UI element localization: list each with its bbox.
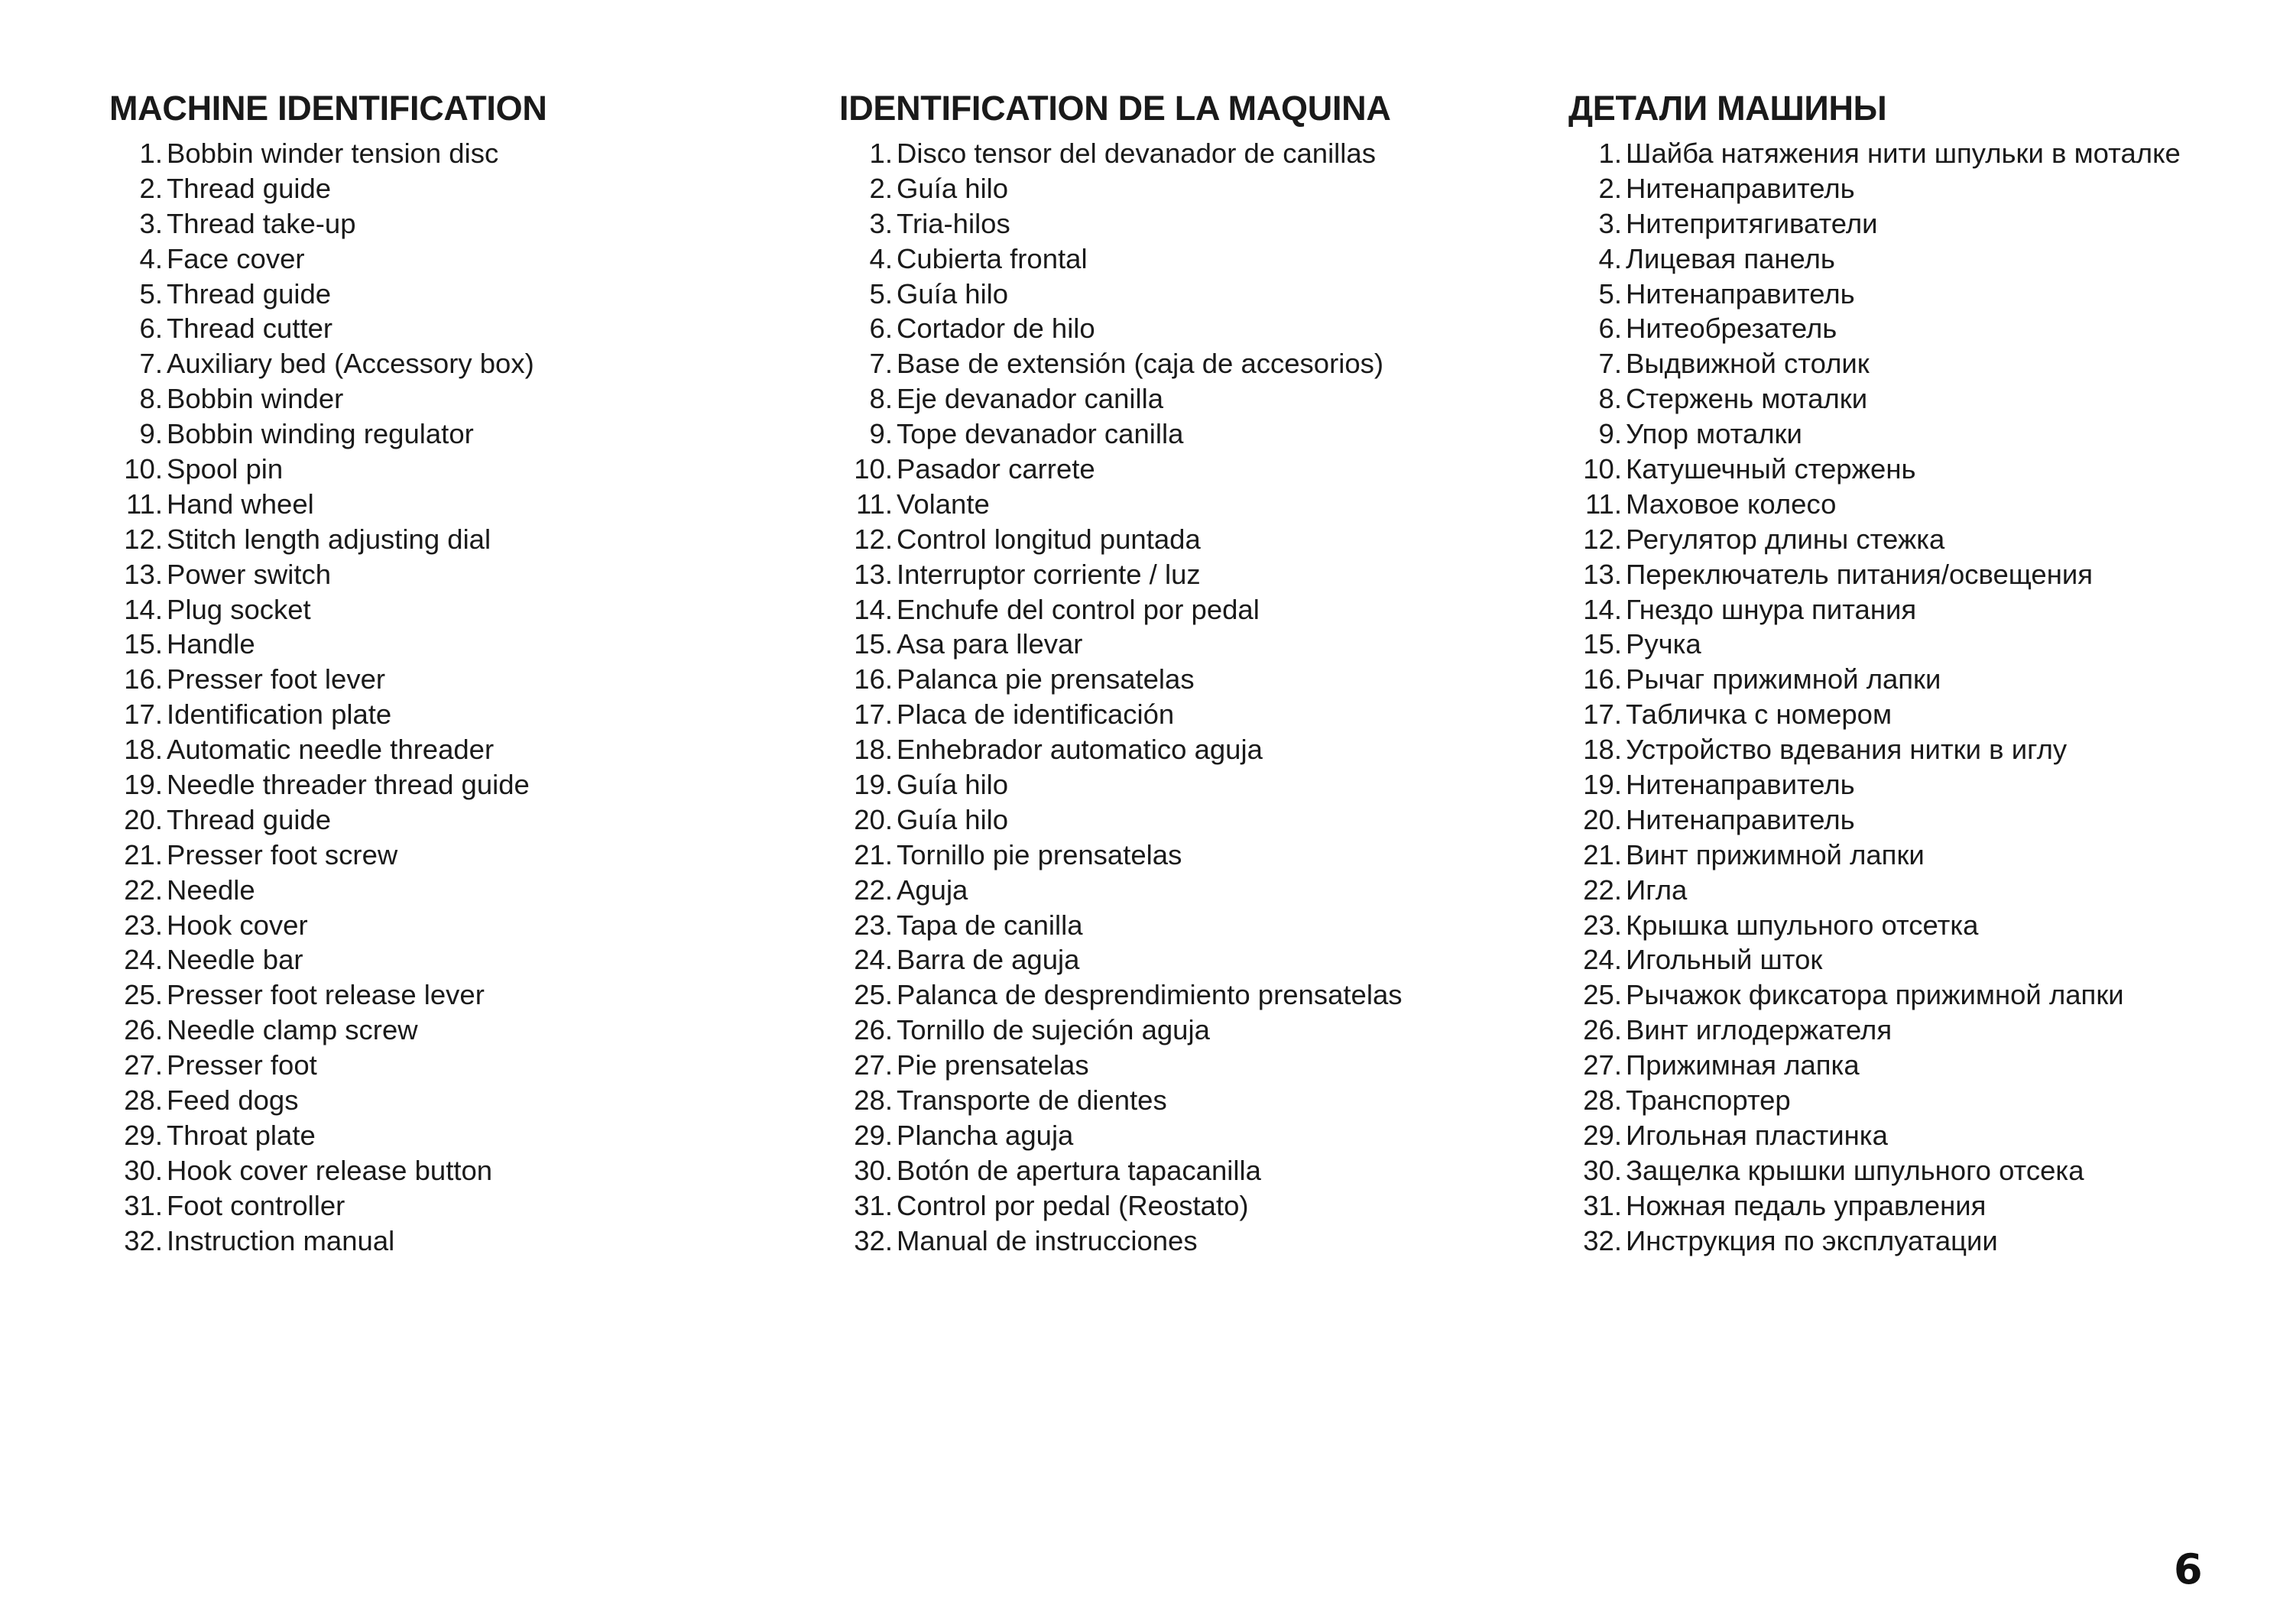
item-number: 27. [124, 1049, 163, 1081]
list-item [839, 1118, 1403, 1153]
item-number: 16. [1583, 663, 1622, 695]
list-item [839, 592, 1403, 627]
item-label: Bobbin winder tension disc [167, 138, 499, 169]
item-label: Выдвижной столик [1626, 348, 1870, 380]
item-label: Presser foot lever [167, 663, 386, 695]
list-item [109, 171, 547, 206]
item-label: Volante [897, 488, 990, 520]
item-number: 11. [855, 488, 893, 520]
item-label: Control longitud puntada [897, 523, 1201, 555]
item-label: Tope devanador canilla [897, 418, 1184, 450]
column-heading-english: MACHINE IDENTIFICATION [109, 89, 547, 128]
item-number: 2. [869, 172, 893, 204]
list-item [109, 522, 547, 557]
list-item [109, 206, 547, 241]
item-label: Plug socket [167, 593, 311, 625]
item-label: Aguja [897, 874, 968, 906]
list-item [109, 908, 547, 943]
item-number: 8. [139, 383, 163, 415]
item-number: 6. [869, 313, 893, 345]
list-item [1568, 381, 2181, 417]
item-label: Identification plate [167, 699, 392, 731]
item-number: 22. [854, 874, 893, 906]
item-number: 11. [125, 488, 163, 520]
list-item [109, 1048, 547, 1083]
item-number: 19. [854, 769, 893, 801]
item-number: 24. [854, 944, 893, 976]
item-number: 22. [124, 874, 163, 906]
list-item [1568, 241, 2181, 277]
item-label: Защелка крышки шпульного отсека [1626, 1154, 2084, 1186]
item-label: Face cover [167, 242, 305, 274]
item-number: 20. [854, 803, 893, 835]
list-item [839, 697, 1403, 732]
item-number: 19. [1583, 769, 1622, 801]
list-item [839, 557, 1403, 592]
item-label: Botón de apertura tapacanilla [897, 1154, 1261, 1186]
item-label: Нитенаправитель [1626, 172, 1855, 204]
list-item [1568, 311, 2181, 346]
column-spanish [839, 86, 1403, 1259]
item-number: 11. [1584, 488, 1622, 520]
list-item [1568, 838, 2181, 873]
list-item [1568, 1118, 2181, 1153]
item-number: 27. [1583, 1049, 1622, 1081]
list-item [1568, 697, 2181, 732]
list-item [839, 767, 1403, 802]
item-number: 3. [1598, 207, 1622, 239]
item-label: Переключатель питания/освещения [1626, 558, 2094, 590]
item-label: Нитепритягиватели [1626, 207, 1878, 239]
item-number: 28. [854, 1084, 893, 1117]
item-number: 17. [124, 699, 163, 731]
item-label: Рычажок фиксатора прижимной лапки [1626, 979, 2124, 1011]
list-item [839, 522, 1403, 557]
list-item [839, 942, 1403, 977]
list-item [109, 1153, 547, 1188]
item-label: Винт прижимной лапки [1626, 838, 1925, 870]
item-number: 12. [1583, 523, 1622, 555]
item-label: Presser foot screw [167, 838, 398, 870]
item-label: Bobbin winding regulator [167, 418, 474, 450]
item-number: 2. [139, 172, 163, 204]
list-item [839, 1188, 1403, 1224]
list-item [1568, 627, 2181, 662]
list-item [839, 452, 1403, 487]
item-label: Handle [167, 628, 255, 660]
list-item [839, 662, 1403, 697]
item-number: 12. [124, 523, 163, 555]
item-number: 13. [124, 558, 163, 590]
list-item [1568, 1083, 2181, 1118]
item-label: Bobbin winder [167, 383, 344, 415]
item-label: Disco tensor del devanador de canillas [897, 138, 1376, 169]
list-item [109, 838, 547, 873]
item-label: Control por pedal (Reostato) [897, 1189, 1249, 1221]
item-number: 3. [869, 207, 893, 239]
list-item [1568, 1224, 2181, 1259]
item-number: 13. [1583, 558, 1622, 590]
list-item [839, 206, 1403, 241]
item-label: Enchufe del control por pedal [897, 593, 1260, 625]
item-label: Tornillo pie prensatelas [897, 838, 1182, 870]
item-label: Thread cutter [167, 313, 333, 345]
item-label: Крышка шпульного отсетка [1626, 909, 1979, 941]
list-item [1568, 1013, 2181, 1048]
item-number: 25. [854, 979, 893, 1011]
item-label: Стержень моталки [1626, 383, 1868, 415]
item-number: 27. [854, 1049, 893, 1081]
list-item [1568, 767, 2181, 802]
page-number: 6 [2174, 1545, 2203, 1593]
item-label: Guía hilo [897, 803, 1009, 835]
item-label: Thread guide [167, 172, 332, 204]
item-label: Прижимная лапка [1626, 1049, 1860, 1081]
item-label: Лицевая панель [1626, 242, 1835, 274]
list-item [1568, 977, 2181, 1013]
item-label: Нитеобрезатель [1626, 313, 1837, 345]
item-label: Automatic needle threader [167, 734, 495, 766]
list-item [839, 908, 1403, 943]
item-number: 18. [124, 734, 163, 766]
item-label: Transporte de dientes [897, 1084, 1167, 1117]
item-label: Cortador de hilo [897, 313, 1095, 345]
list-item [109, 557, 547, 592]
item-number: 29. [124, 1119, 163, 1151]
item-number: 25. [1583, 979, 1622, 1011]
item-label: Eje devanador canilla [897, 383, 1164, 415]
column-russian [1568, 86, 2181, 1259]
item-number: 18. [1583, 734, 1622, 766]
list-item [109, 381, 547, 417]
item-number: 26. [1583, 1014, 1622, 1046]
item-number: 19. [124, 769, 163, 801]
item-number: 16. [124, 663, 163, 695]
list-item [839, 381, 1403, 417]
item-label: Pie prensatelas [897, 1049, 1089, 1081]
item-number: 32. [124, 1224, 163, 1256]
item-number: 1. [869, 138, 893, 169]
list-item [839, 1083, 1403, 1118]
item-number: 2. [1598, 172, 1622, 204]
list-item [109, 1083, 547, 1118]
list-item [839, 732, 1403, 767]
item-number: 7. [869, 348, 893, 380]
item-number: 15. [1583, 628, 1622, 660]
item-label: Рычаг прижимной лапки [1626, 663, 1941, 695]
item-number: 9. [869, 418, 893, 450]
list-item [109, 1013, 547, 1048]
list-item [109, 662, 547, 697]
item-label: Manual de instrucciones [897, 1224, 1198, 1256]
item-number: 7. [139, 348, 163, 380]
item-label: Needle threader thread guide [167, 769, 530, 801]
item-number: 4. [869, 242, 893, 274]
item-number: 22. [1583, 874, 1622, 906]
item-number: 6. [139, 313, 163, 345]
item-label: Упор моталки [1626, 418, 1802, 450]
item-number: 7. [1598, 348, 1622, 380]
item-number: 21. [1583, 838, 1622, 870]
item-label: Guía hilo [897, 172, 1009, 204]
item-label: Устройство вдевания нитки в иглу [1626, 734, 2068, 766]
item-label: Thread take-up [167, 207, 356, 239]
list-item [109, 452, 547, 487]
item-label: Presser foot [167, 1049, 317, 1081]
list-item [1568, 1048, 2181, 1083]
list-item [109, 767, 547, 802]
list-item [1568, 942, 2181, 977]
list-item [839, 1013, 1403, 1048]
list-item [839, 311, 1403, 346]
item-label: Plancha aguja [897, 1119, 1074, 1151]
list-item [1568, 1188, 2181, 1224]
item-number: 15. [124, 628, 163, 660]
item-label: Enhebrador automatico aguja [897, 734, 1263, 766]
list-item [1568, 1153, 2181, 1188]
parts-list-russian [1568, 136, 2181, 1259]
list-item [109, 1188, 547, 1224]
item-label: Нитенаправитель [1626, 277, 1855, 310]
item-label: Регулятор длины стежка [1626, 523, 1945, 555]
list-item [1568, 557, 2181, 592]
item-number: 31. [1583, 1189, 1622, 1221]
list-item [1568, 662, 2181, 697]
item-label: Hand wheel [167, 488, 314, 520]
list-item [109, 732, 547, 767]
item-label: Needle clamp screw [167, 1014, 418, 1046]
list-item [109, 136, 547, 171]
item-label: Транспортер [1626, 1084, 1791, 1117]
list-item [109, 977, 547, 1013]
list-item [109, 1224, 547, 1259]
item-number: 23. [854, 909, 893, 941]
list-item [839, 838, 1403, 873]
item-label: Feed dogs [167, 1084, 299, 1117]
item-number: 3. [139, 207, 163, 239]
column-heading-spanish: IDENTIFICATION DE LA MAQUINA [839, 89, 1391, 128]
list-item [1568, 592, 2181, 627]
parts-list-spanish [839, 136, 1403, 1259]
item-label: Needle bar [167, 944, 303, 976]
item-number: 20. [1583, 803, 1622, 835]
list-item [109, 1118, 547, 1153]
item-number: 21. [854, 838, 893, 870]
item-label: Asa para llevar [897, 628, 1083, 660]
list-item [109, 417, 547, 452]
list-item [109, 627, 547, 662]
item-number: 29. [854, 1119, 893, 1151]
item-number: 5. [869, 277, 893, 310]
list-item [839, 417, 1403, 452]
item-label: Гнездо шнура питания [1626, 593, 1917, 625]
item-label: Presser foot release lever [167, 979, 485, 1011]
item-label: Инструкция по эксплуатации [1626, 1224, 1998, 1256]
item-label: Base de extensión (caja de accesorios) [897, 348, 1384, 380]
item-number: 16. [854, 663, 893, 695]
item-number: 31. [124, 1189, 163, 1221]
item-number: 10. [1583, 453, 1622, 485]
item-label: Thread guide [167, 803, 332, 835]
item-number: 32. [854, 1224, 893, 1256]
item-number: 23. [124, 909, 163, 941]
item-label: Нитенаправитель [1626, 769, 1855, 801]
item-label: Stitch length adjusting dial [167, 523, 491, 555]
item-number: 26. [124, 1014, 163, 1046]
item-label: Нитенаправитель [1626, 803, 1855, 835]
item-number: 8. [869, 383, 893, 415]
item-number: 25. [124, 979, 163, 1011]
item-number: 28. [1583, 1084, 1622, 1117]
item-label: Шайба натяжения нити шпульки в моталке [1626, 138, 2181, 169]
list-item [839, 277, 1403, 312]
item-label: Tornillo de sujeción aguja [897, 1014, 1210, 1046]
item-number: 5. [1598, 277, 1622, 310]
list-item [1568, 908, 2181, 943]
item-number: 21. [124, 838, 163, 870]
list-item [1568, 452, 2181, 487]
item-label: Spool pin [167, 453, 284, 485]
list-item [109, 311, 547, 346]
list-item [839, 1224, 1403, 1259]
list-item [1568, 802, 2181, 838]
list-item [1568, 417, 2181, 452]
item-number: 12. [854, 523, 893, 555]
list-item [109, 346, 547, 381]
item-number: 10. [854, 453, 893, 485]
item-number: 24. [1583, 944, 1622, 976]
item-number: 30. [1583, 1154, 1622, 1186]
item-number: 4. [139, 242, 163, 274]
item-number: 9. [139, 418, 163, 450]
column-english [109, 86, 547, 1259]
item-number: 1. [1598, 138, 1622, 169]
list-item [1568, 277, 2181, 312]
list-item [839, 241, 1403, 277]
item-label: Игольная пластинка [1626, 1119, 1888, 1151]
item-number: 26. [854, 1014, 893, 1046]
item-number: 14. [1583, 593, 1622, 625]
item-label: Игла [1626, 874, 1688, 906]
list-item [1568, 171, 2181, 206]
item-number: 6. [1598, 313, 1622, 345]
list-item [109, 592, 547, 627]
list-item [839, 171, 1403, 206]
item-number: 4. [1598, 242, 1622, 274]
column-heading-russian: ДЕТАЛИ МАШИНЫ [1568, 89, 1887, 128]
list-item [1568, 487, 2181, 522]
item-number: 28. [124, 1084, 163, 1117]
item-number: 13. [854, 558, 893, 590]
item-number: 31. [854, 1189, 893, 1221]
list-item [109, 487, 547, 522]
item-label: Pasador carrete [897, 453, 1095, 485]
list-item [1568, 732, 2181, 767]
item-label: Ручка [1626, 628, 1701, 660]
item-number: 9. [1598, 418, 1622, 450]
list-item [109, 873, 547, 908]
item-number: 29. [1583, 1119, 1622, 1151]
item-number: 17. [1583, 699, 1622, 731]
item-label: Needle [167, 874, 255, 906]
list-item [1568, 206, 2181, 241]
item-label: Ножная педаль управления [1626, 1189, 1987, 1221]
item-label: Palanca pie prensatelas [897, 663, 1195, 695]
item-number: 30. [124, 1154, 163, 1186]
item-number: 10. [124, 453, 163, 485]
list-item [839, 346, 1403, 381]
item-label: Игольный шток [1626, 944, 1823, 976]
item-label: Guía hilo [897, 277, 1009, 310]
list-item [109, 942, 547, 977]
list-item [839, 136, 1403, 171]
list-item [839, 977, 1403, 1013]
item-label: Placa de identificación [897, 699, 1175, 731]
list-item [109, 277, 547, 312]
item-number: 18. [854, 734, 893, 766]
item-label: Табличка с номером [1626, 699, 1892, 731]
item-label: Tapa de canilla [897, 909, 1083, 941]
item-number: 17. [854, 699, 893, 731]
item-label: Interruptor corriente / luz [897, 558, 1201, 590]
list-item [1568, 136, 2181, 171]
list-item [109, 241, 547, 277]
item-label: Auxiliary bed (Accessory box) [167, 348, 534, 380]
item-number: 8. [1598, 383, 1622, 415]
list-item [839, 873, 1403, 908]
item-label: Foot controller [167, 1189, 345, 1221]
list-item [1568, 522, 2181, 557]
item-number: 20. [124, 803, 163, 835]
item-label: Barra de aguja [897, 944, 1080, 976]
item-label: Throat plate [167, 1119, 316, 1151]
item-number: 15. [854, 628, 893, 660]
list-item [839, 627, 1403, 662]
item-label: Hook cover [167, 909, 308, 941]
list-item [839, 1153, 1403, 1188]
item-number: 32. [1583, 1224, 1622, 1256]
item-label: Hook cover release button [167, 1154, 493, 1186]
item-number: 24. [124, 944, 163, 976]
item-label: Маховое колесо [1626, 488, 1837, 520]
item-number: 30. [854, 1154, 893, 1186]
list-item [839, 802, 1403, 838]
list-item [109, 802, 547, 838]
parts-list-english [109, 136, 547, 1259]
item-label: Cubierta frontal [897, 242, 1088, 274]
item-number: 14. [124, 593, 163, 625]
list-item [1568, 873, 2181, 908]
item-label: Катушечный стержень [1626, 453, 1916, 485]
list-item [1568, 346, 2181, 381]
item-label: Power switch [167, 558, 332, 590]
item-number: 5. [139, 277, 163, 310]
list-item [839, 1048, 1403, 1083]
item-label: Instruction manual [167, 1224, 395, 1256]
item-number: 23. [1583, 909, 1622, 941]
item-label: Guía hilo [897, 769, 1009, 801]
item-number: 1. [139, 138, 163, 169]
item-label: Tria-hilos [897, 207, 1010, 239]
item-label: Palanca de desprendimiento prensatelas [897, 979, 1403, 1011]
item-label: Thread guide [167, 277, 332, 310]
list-item [109, 697, 547, 732]
item-number: 14. [854, 593, 893, 625]
item-label: Винт иглодержателя [1626, 1014, 1892, 1046]
list-item [839, 487, 1403, 522]
